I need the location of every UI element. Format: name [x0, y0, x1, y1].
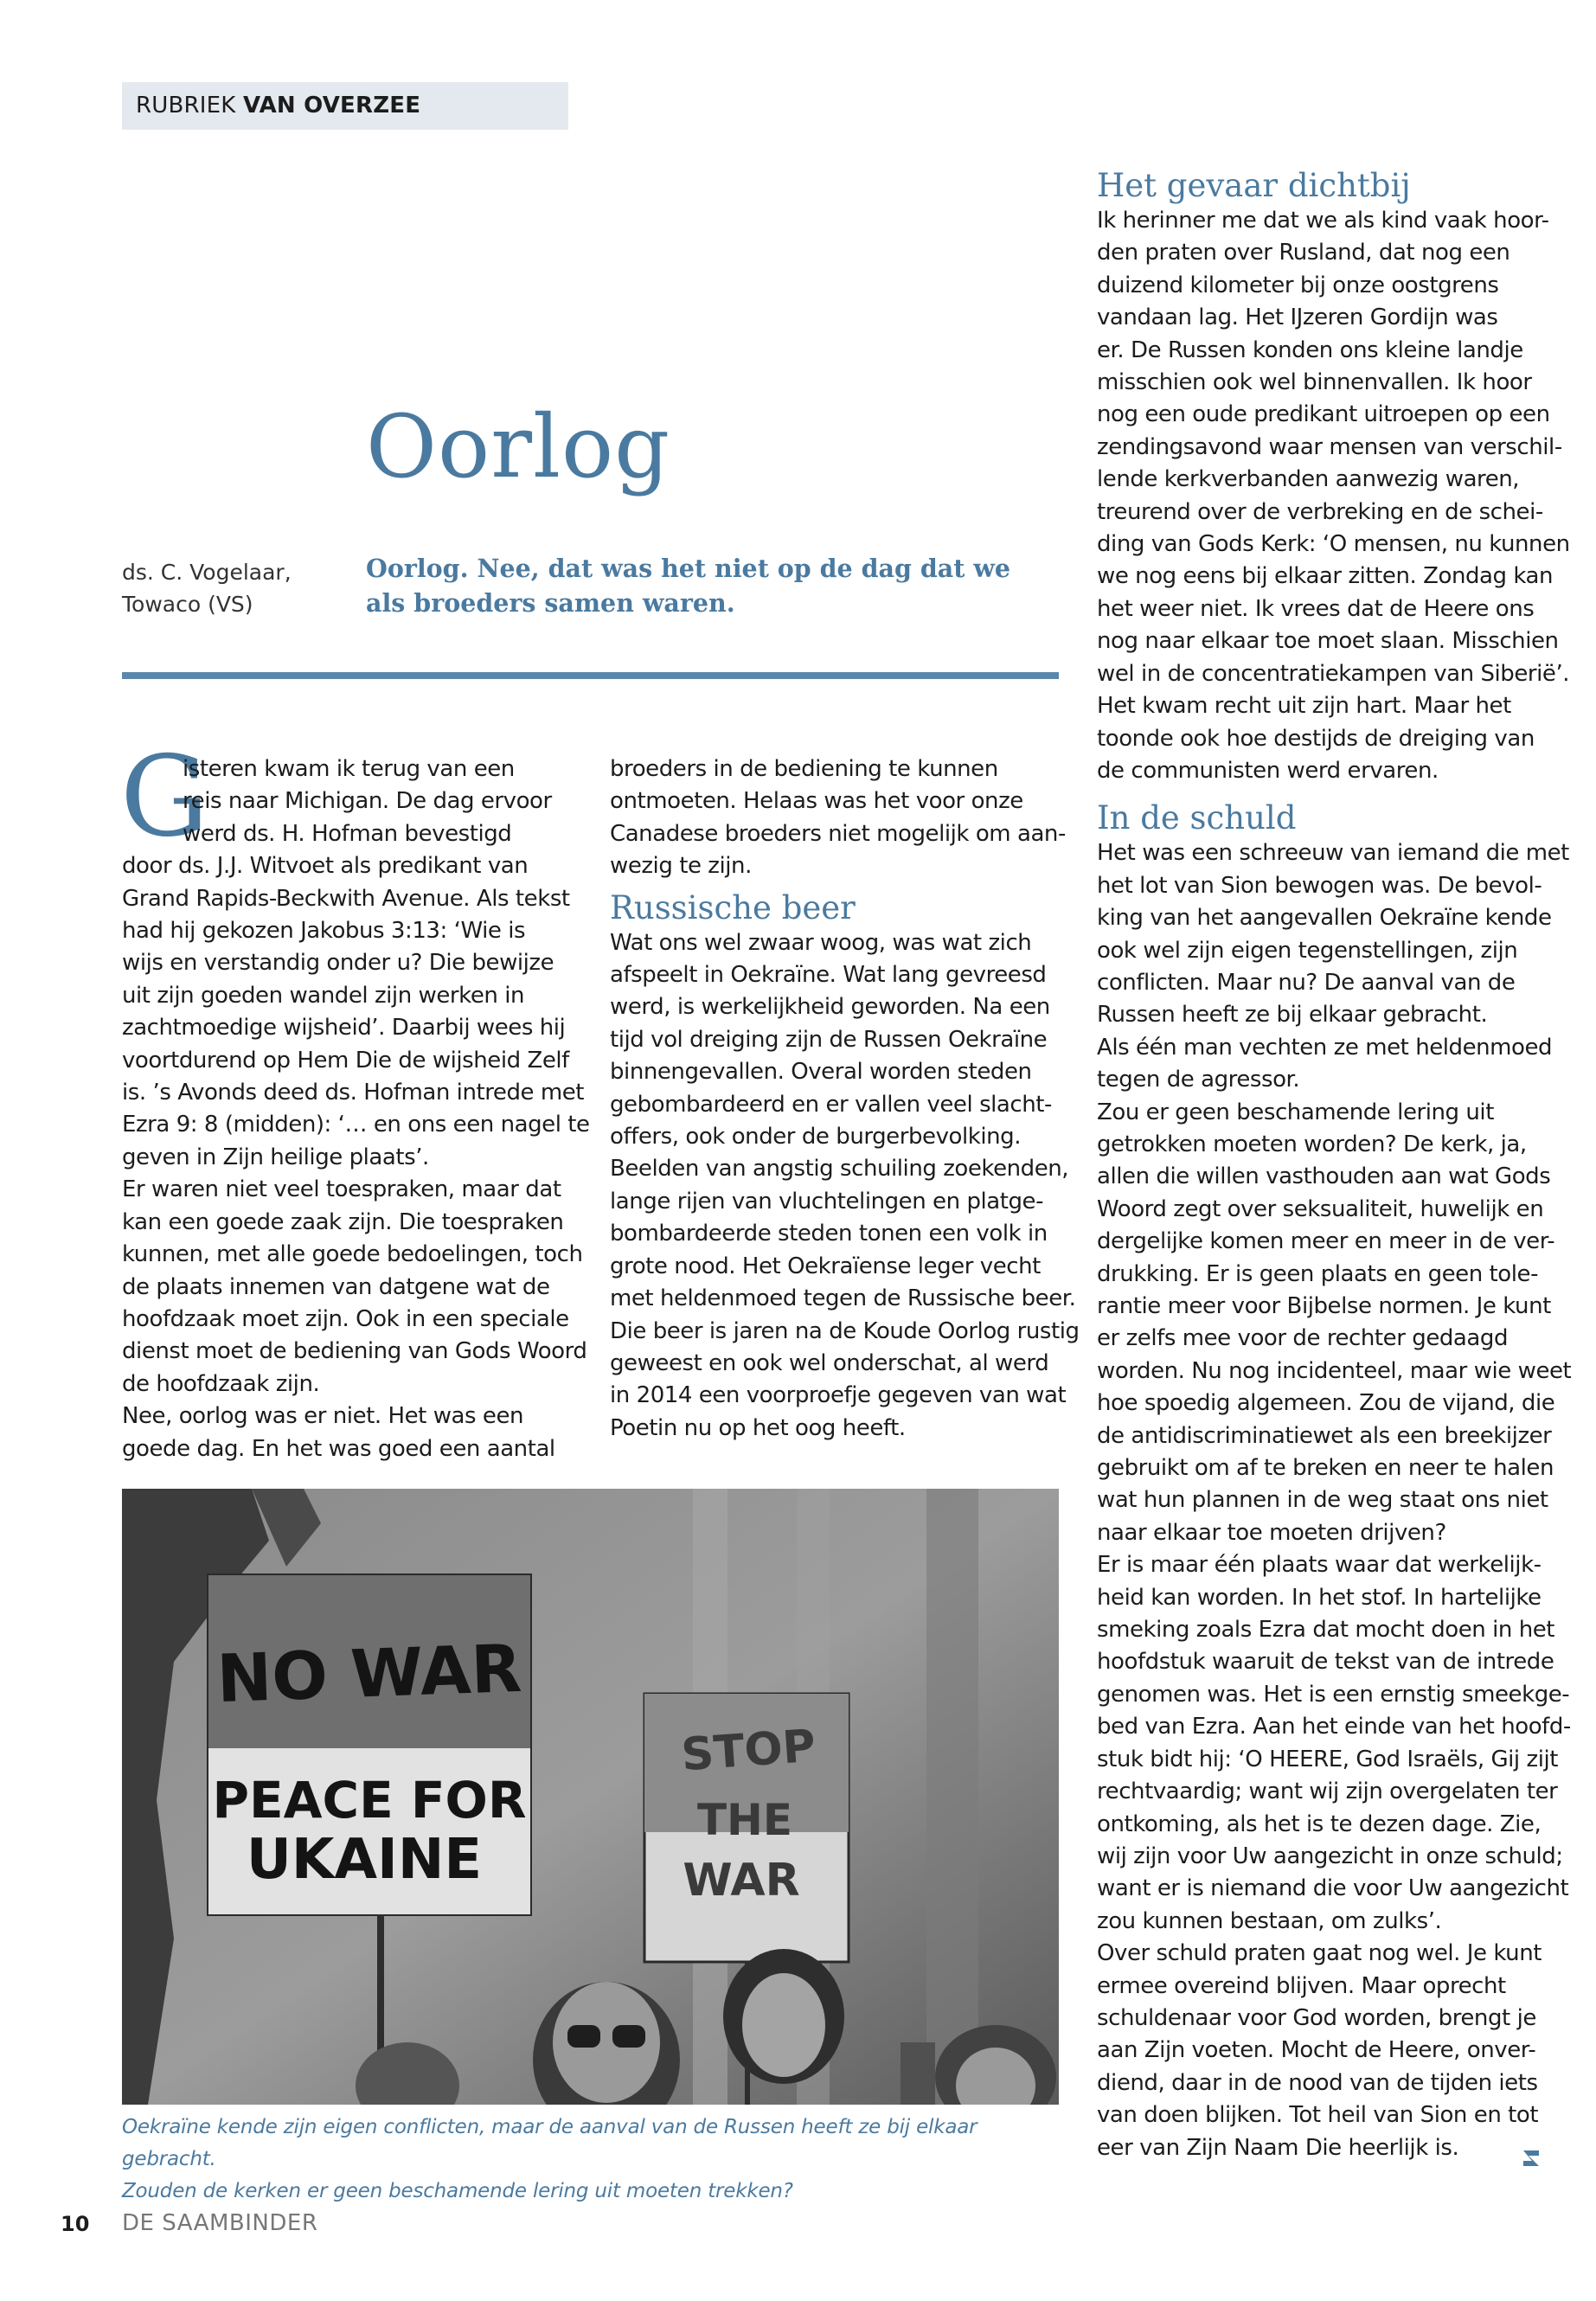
text-line: voortdurend op Hem Die de wijsheid Zelf	[122, 1047, 569, 1074]
text-line: grote nood. Het Oekraïense leger vecht	[610, 1253, 1041, 1279]
text-line: door ds. J.J. Witvoet als predikant van	[122, 853, 529, 880]
text-line: ontkoming, als het is te dezen dage. Zie,	[1097, 1811, 1542, 1837]
text-line: ermee overeind blijven. Maar oprecht	[1097, 1972, 1506, 1999]
text-line: offers, ook onder de burgerbevolking.	[610, 1124, 1022, 1150]
text-line: gebruikt om af te breken en neer te halen	[1097, 1455, 1554, 1482]
text-line: lange rijen van vluchtelingen en platge-	[610, 1188, 1044, 1215]
rubric-label	[122, 82, 568, 130]
text-line: Grand Rapids-Beckwith Avenue. Als tekst	[122, 885, 570, 912]
text-line: tijd vol dreiging zijn de Russen Oekraïne	[610, 1026, 1048, 1053]
text-line: zachtmoedige wijsheid’. Daarbij wees hij	[122, 1015, 566, 1042]
text-line: misschien ook wel binnenvallen. Ik hoor	[1097, 369, 1532, 396]
text-line: isteren kwam ik terug van een	[183, 756, 515, 782]
end-mark-icon	[1520, 2147, 1542, 2170]
text-line: vandaan lag. Het IJzeren Gordijn was	[1097, 304, 1498, 331]
text-line: ook wel zijn eigen tegenstellingen, zijn	[1097, 937, 1518, 964]
text-line: Wat ons wel zwaar woog, was wat zich	[610, 929, 1032, 956]
sign2-line1: STOP	[679, 1720, 817, 1782]
text-line: wijs en verstandig onder u? Die bewijze	[122, 950, 554, 977]
text-line: eer van Zijn Naam Die heerlijk is.	[1097, 2134, 1459, 2161]
text-line: afspeelt in Oekraïne. Wat lang gevreesd	[610, 962, 1047, 989]
text-line: Ik herinner me dat we als kind vaak hoor-	[1097, 208, 1549, 234]
text-line: drukking. Er is geen plaats en geen tole-	[1097, 1260, 1539, 1287]
text-line: Het kwam recht uit zijn hart. Maar het	[1097, 693, 1511, 720]
text-line: smeking zoals Ezra dat mocht doen in het	[1097, 1617, 1555, 1644]
text-line: Ezra 9: 8 (midden): ‘… en ons een nagel te	[122, 1112, 590, 1138]
text-line: de hoofdzaak zijn.	[122, 1370, 320, 1397]
text-line: duizend kilometer bij onze oostgrens	[1097, 272, 1499, 298]
text-line: binnengevallen. Overal worden steden	[610, 1059, 1032, 1086]
text-line: rantie meer voor Bijbelse normen. Je kunt	[1097, 1293, 1551, 1319]
text-line: Canadese broeders niet mogelijk om aan-	[610, 820, 1066, 847]
text-line: wezig te zijn.	[610, 853, 752, 880]
text-line: Er waren niet veel toespraken, maar dat	[122, 1176, 561, 1203]
text-line: Russen heeft ze bij elkaar gebracht.	[1097, 1002, 1488, 1029]
text-line: bed van Ezra. Aan het einde van het hoofd-	[1097, 1714, 1571, 1740]
text-line: hoofdstuk waaruit de tekst van de intrede	[1097, 1649, 1554, 1676]
text-line: gebombardeerd en er vallen veel slacht-	[610, 1091, 1052, 1118]
text-line: hoe spoedig algemeen. Zou de vijand, die	[1097, 1390, 1555, 1417]
text-line: het weer niet. Ik vrees dat de Heere ons	[1097, 595, 1535, 622]
body-column-2	[610, 753, 1080, 1445]
drop-cap: G	[120, 733, 209, 862]
sign2-line3: WAR	[683, 1855, 800, 1907]
text-line: is. ’s Avonds deed ds. Hofman intrede met	[122, 1080, 585, 1106]
text-line: ding van Gods Kerk: ‘O mensen, nu kunnen	[1097, 531, 1570, 558]
text-line: Zou er geen beschamende lering uit	[1097, 1099, 1494, 1125]
sign1-top-text: NO WAR	[215, 1629, 523, 1718]
text-line: de antidiscriminatiewet als een breekijzer	[1097, 1422, 1552, 1449]
text-line: zendingsavond waar mensen van verschil-	[1097, 433, 1562, 460]
text-line: Die beer is jaren na de Koude Oorlog rustig	[610, 1317, 1080, 1344]
text-line: kunnen, met alle goede bedoelingen, toch	[122, 1241, 583, 1268]
text-line: werd ds. H. Hofman bevestigd	[183, 820, 512, 847]
text-line: Poetin nu op het oog heeft.	[610, 1414, 906, 1441]
text-line: want er is niemand die voor Uw aangezicht	[1097, 1875, 1569, 1902]
text-line: aan Zijn voeten. Mocht de Heere, onver-	[1097, 2037, 1536, 2064]
subheading-russische-beer: Russische beer	[610, 888, 856, 926]
lead-paragraph: Oorlog. Nee, dat was het niet op de dag dat we als broeders samen waren.	[366, 554, 1011, 618]
text-line: diend, daar in de nood van de tijden iets	[1097, 2069, 1538, 2096]
text-line: nog naar elkaar toe moet slaan. Misschien	[1097, 628, 1559, 655]
text-line: dergelijke komen meer en meer in de ver-	[1097, 1228, 1555, 1255]
text-line: Als één man vechten ze met heldenmoed	[1097, 1034, 1553, 1061]
text-line: ontmoeten. Helaas was het voor onze	[610, 788, 1023, 815]
text-line: met heldenmoed tegen de Russische beer.	[610, 1285, 1076, 1312]
text-line: genomen was. Het is een ernstig smeekge-	[1097, 1681, 1570, 1708]
text-line: er zelfs mee voor de rechter gedaagd	[1097, 1325, 1508, 1352]
text-line: allen die willen vasthouden aan wat Gods	[1097, 1163, 1551, 1190]
text-line: zou kunnen bestaan, om zulks’.	[1097, 1907, 1442, 1934]
sign1-bottom-line2: UKAINE	[246, 1828, 483, 1892]
text-line: werd, is werkelijkheid geworden. Na een	[610, 994, 1050, 1021]
text-line: het lot van Sion bewogen was. De bevol-	[1097, 872, 1542, 899]
text-line: Nee, oorlog was er niet. Het was een	[122, 1403, 524, 1430]
protest-photo-illustration	[122, 1489, 1059, 2105]
text-line: treurend over de verbreking en de schei-	[1097, 498, 1543, 525]
text-line: king van het aangevallen Oekraïne kende	[1097, 905, 1552, 932]
text-line: hoofdzaak moet zijn. Ook in een speciale	[122, 1305, 569, 1332]
text-line: in 2014 een voorproefje gegeven van wat	[610, 1382, 1067, 1409]
text-line: naar elkaar toe moeten drijven?	[1097, 1519, 1446, 1546]
text-line: worden. Nu nog incidenteel, maar wie weet	[1097, 1357, 1572, 1384]
text-line: reis naar Michigan. De dag ervoor	[183, 788, 552, 815]
body-column-3	[1097, 167, 1572, 2164]
text-line: geweest en ook wel onderschat, al werd	[610, 1349, 1049, 1376]
rubric-section: VAN OVERZEE	[243, 93, 421, 119]
text-line: Het was een schreeuw van iemand die met	[1097, 840, 1569, 867]
text-line: kan een goede zaak zijn. Die toespraken	[122, 1208, 564, 1235]
text-line: lende kerkverbanden aanwezig waren,	[1097, 466, 1520, 493]
author-byline	[122, 556, 292, 620]
text-line: wel in de concentratiekampen van Siberië’.	[1097, 660, 1570, 687]
text-line: Er is maar één plaats waar dat werkelijk-	[1097, 1552, 1542, 1579]
text-line: getrokken moeten worden? De kerk, ja,	[1097, 1131, 1527, 1157]
text-line: dienst moet de bediening van Gods Woord	[122, 1338, 587, 1365]
header-divider	[122, 672, 1059, 679]
text-line: de communisten werd ervaren.	[1097, 757, 1439, 784]
page-number: 10	[61, 2212, 90, 2236]
text-line: bombardeerde steden tonen een volk in	[610, 1221, 1048, 1247]
text-line: Woord zegt over seksualiteit, huwelijk en	[1097, 1195, 1544, 1222]
article-title: Oorlog	[366, 396, 671, 497]
text-line: heid kan worden. In het stof. In hartelijke	[1097, 1584, 1542, 1611]
sign2-line2: THE	[696, 1795, 793, 1845]
text-line: schuldenaar voor God worden, brengt je	[1097, 2004, 1536, 2031]
text-line: er. De Russen konden ons kleine landje	[1097, 336, 1523, 363]
text-line: we nog eens bij elkaar zitten. Zondag kan	[1097, 563, 1554, 590]
author-name: ds. C. Vogelaar,	[122, 560, 292, 585]
body-column-1	[122, 753, 589, 1465]
publication-name: DE SAAMBINDER	[122, 2210, 318, 2236]
text-line: van doen blijken. Tot heil van Sion en tot	[1097, 2102, 1539, 2129]
caption-line: Oekraïne kende zijn eigen conflicten, maar de aanval van de Russen heeft ze bij elkaar gebracht.	[122, 2116, 977, 2170]
caption-line: Zouden de kerken er geen beschamende lering uit moeten trekken?	[122, 2180, 793, 2202]
text-line: broeders in de bediening te kunnen	[610, 756, 998, 782]
text-line: goede dag. En het was goed een aantal	[122, 1435, 555, 1462]
text-line: de plaats innemen van datgene wat de	[122, 1273, 550, 1300]
sign1-bottom-line1: PEACE FOR	[212, 1771, 527, 1830]
photo-caption	[122, 2112, 1059, 2208]
text-line: conflicten. Maar nu? De aanval van de	[1097, 969, 1516, 996]
text-line: uit zijn goeden wandel zijn werken in	[122, 982, 525, 1009]
text-line: toonde ook hoe destijds de dreiging van	[1097, 725, 1535, 752]
text-line: nog een oude predikant uitroepen op een	[1097, 401, 1550, 428]
text-line: had hij gekozen Jakobus 3:13: ‘Wie is	[122, 918, 526, 945]
text-line: Over schuld praten gaat nog wel. Je kunt	[1097, 1940, 1542, 1967]
rubric-prefix: RUBRIEK	[136, 93, 236, 119]
text-line: stuk bidt hij: ‘O HEERE, God Israëls, Gij zijt	[1097, 1746, 1559, 1772]
author-location: Towaco (VS)	[122, 592, 253, 617]
text-line: geven in Zijn heilige plaats’.	[122, 1144, 429, 1170]
text-line: rechtvaardig; want wij zijn overgelaten ter	[1097, 1779, 1558, 1805]
subheading-het-gevaar-dichtbij: Het gevaar dichtbij	[1097, 167, 1411, 204]
text-line: tegen de agressor.	[1097, 1067, 1300, 1093]
text-line: den praten over Rusland, dat nog een	[1097, 240, 1510, 266]
text-line: wij zijn voor Uw aangezicht in onze schuld;	[1097, 1843, 1563, 1869]
text-line: Beelden van angstig schuiling zoekenden,	[610, 1156, 1069, 1183]
text-line: wat hun plannen in de weg staat ons niet	[1097, 1487, 1548, 1514]
subheading-in-de-schuld: In de schuld	[1097, 799, 1297, 837]
protest-photo	[122, 1489, 1059, 2105]
